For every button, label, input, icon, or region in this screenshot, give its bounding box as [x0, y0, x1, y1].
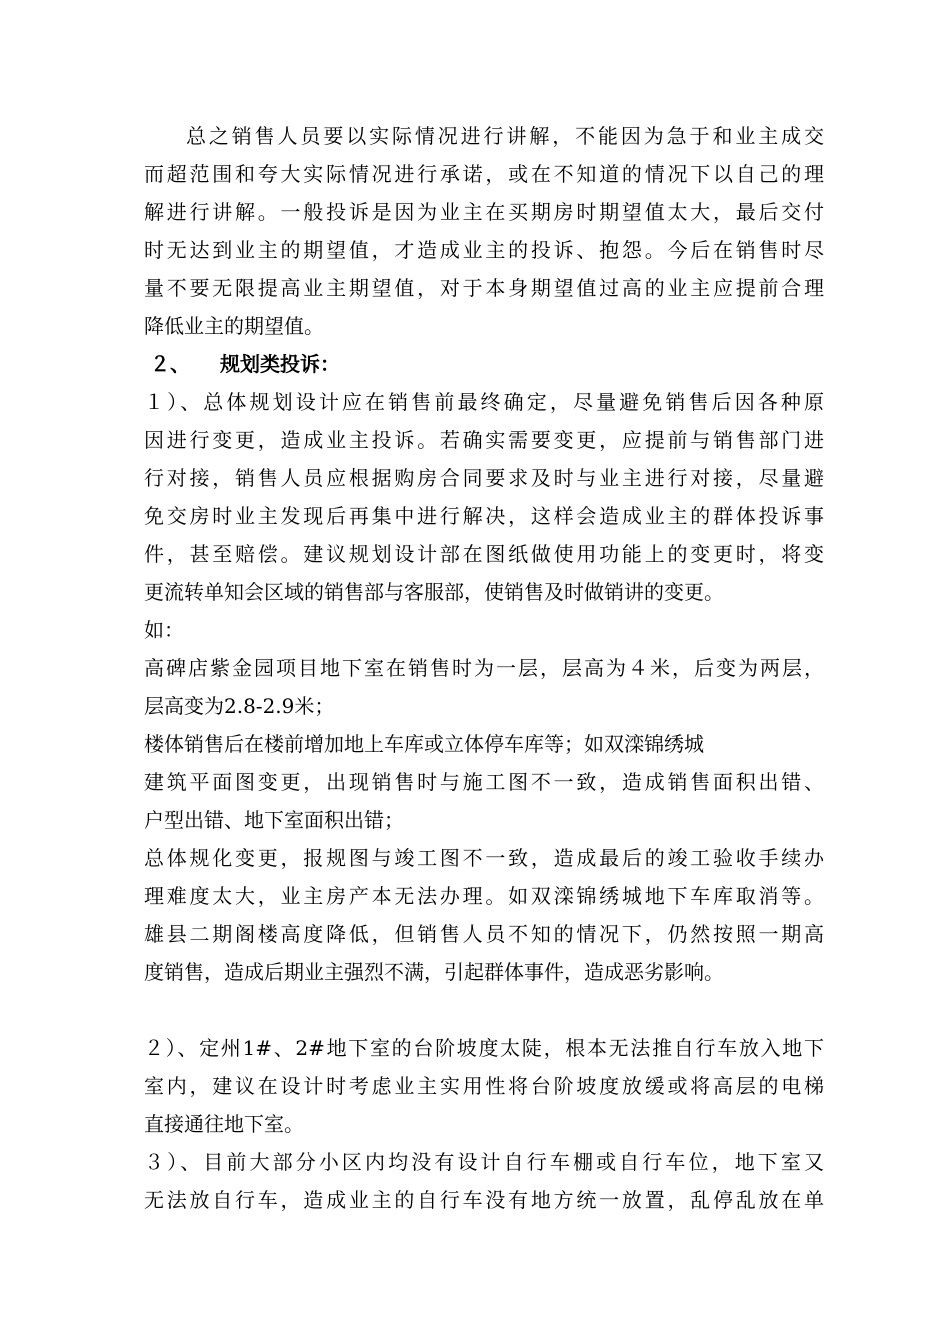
- paragraph-line: 因进行变更，造成业主投诉。若确实需要变更，应提前与销售部门进: [144, 428, 824, 452]
- paragraph-line: 户型出错、地下室面积出错；: [144, 808, 404, 832]
- paragraph-line: 室内，建议在设计时考虑业主实用性将台阶坡度放缓或将高层的电梯: [144, 1074, 824, 1098]
- paragraph-line: 总体规化变更，报规图与竣工图不一致，造成最后的竣工验收手续办: [144, 846, 824, 870]
- paragraph-line: 直接通往地下室。: [144, 1112, 304, 1136]
- blank-line: [144, 991, 824, 1029]
- paragraph-line: 楼体销售后在楼前增加地上车库或立体停车库等；如双滦锦绣城: [144, 732, 704, 756]
- paragraph-line: 量不要无限提高业主期望值，对于本身期望值过高的业主应提前合理: [144, 276, 824, 300]
- paragraph-line: 免交房时业主发现后再集中进行解决，这样会造成业主的群体投诉事: [144, 504, 824, 528]
- paragraph-line: ２）、定州1#、2#地下室的台阶坡度太陡，根本无法推自行车放入地下: [144, 1036, 824, 1060]
- paragraph-line: 总之销售人员要以实际情况进行讲解，不能因为急于和业主成交: [186, 124, 824, 148]
- paragraph-line: 无法放自行车，造成业主的自行车没有地方统一放置，乱停乱放在单: [144, 1188, 824, 1212]
- paragraph-line: 理难度太大，业主房产本无法办理。如双滦锦绣城地下车库取消等。: [144, 884, 824, 908]
- paragraph-line: 解进行讲解。一般投诉是因为业主在买期房时期望值太大，最后交付: [144, 200, 824, 224]
- paragraph-line: 行对接，销售人员应根据购房合同要求及时与业主进行对接，尽量避: [144, 466, 824, 490]
- paragraph-line: 时无达到业主的期望值，才造成业主的投诉、抱怨。今后在销售时尽: [144, 238, 824, 262]
- paragraph-line: ３）、目前大部分小区内均没有设计自行车棚或自行车位，地下室又: [144, 1150, 824, 1174]
- paragraph-line: 降低业主的期望值。: [144, 314, 324, 338]
- paragraph-line: 更流转单知会区域的销售部与客服部，使销售及时做销讲的变更。: [144, 580, 724, 604]
- paragraph-line: 件，甚至赔偿。建议规划设计部在图纸做使用功能上的变更时，将变: [144, 542, 824, 566]
- document-body: [144, 117, 824, 1219]
- paragraph-line: 层高变为2.8-2.9米；: [144, 694, 335, 718]
- paragraph-line: 高碑店紫金园项目地下室在销售时为一层，层高为４米，后变为两层，: [144, 656, 824, 680]
- paragraph-line: 度销售，造成后期业主强烈不满，引起群体事件，造成恶劣影响。: [144, 960, 724, 984]
- section-title: 规划类投诉：: [220, 352, 340, 376]
- paragraph-line: 建筑平面图变更，出现销售时与施工图不一致，造成销售面积出错、: [144, 770, 824, 794]
- paragraph-line: 雄县二期阁楼高度降低，但销售人员不知的情况下，仍然按照一期高: [144, 922, 824, 946]
- paragraph-line: 而超范围和夸大实际情况进行承诺，或在不知道的情况下以自己的理: [144, 162, 824, 186]
- section-number: ２、: [150, 352, 190, 376]
- paragraph-line: １）、总体规划设计应在销售前最终确定，尽量避免销售后因各种原: [144, 390, 824, 414]
- paragraph-line: 如：: [144, 618, 184, 642]
- section-heading: [144, 345, 824, 383]
